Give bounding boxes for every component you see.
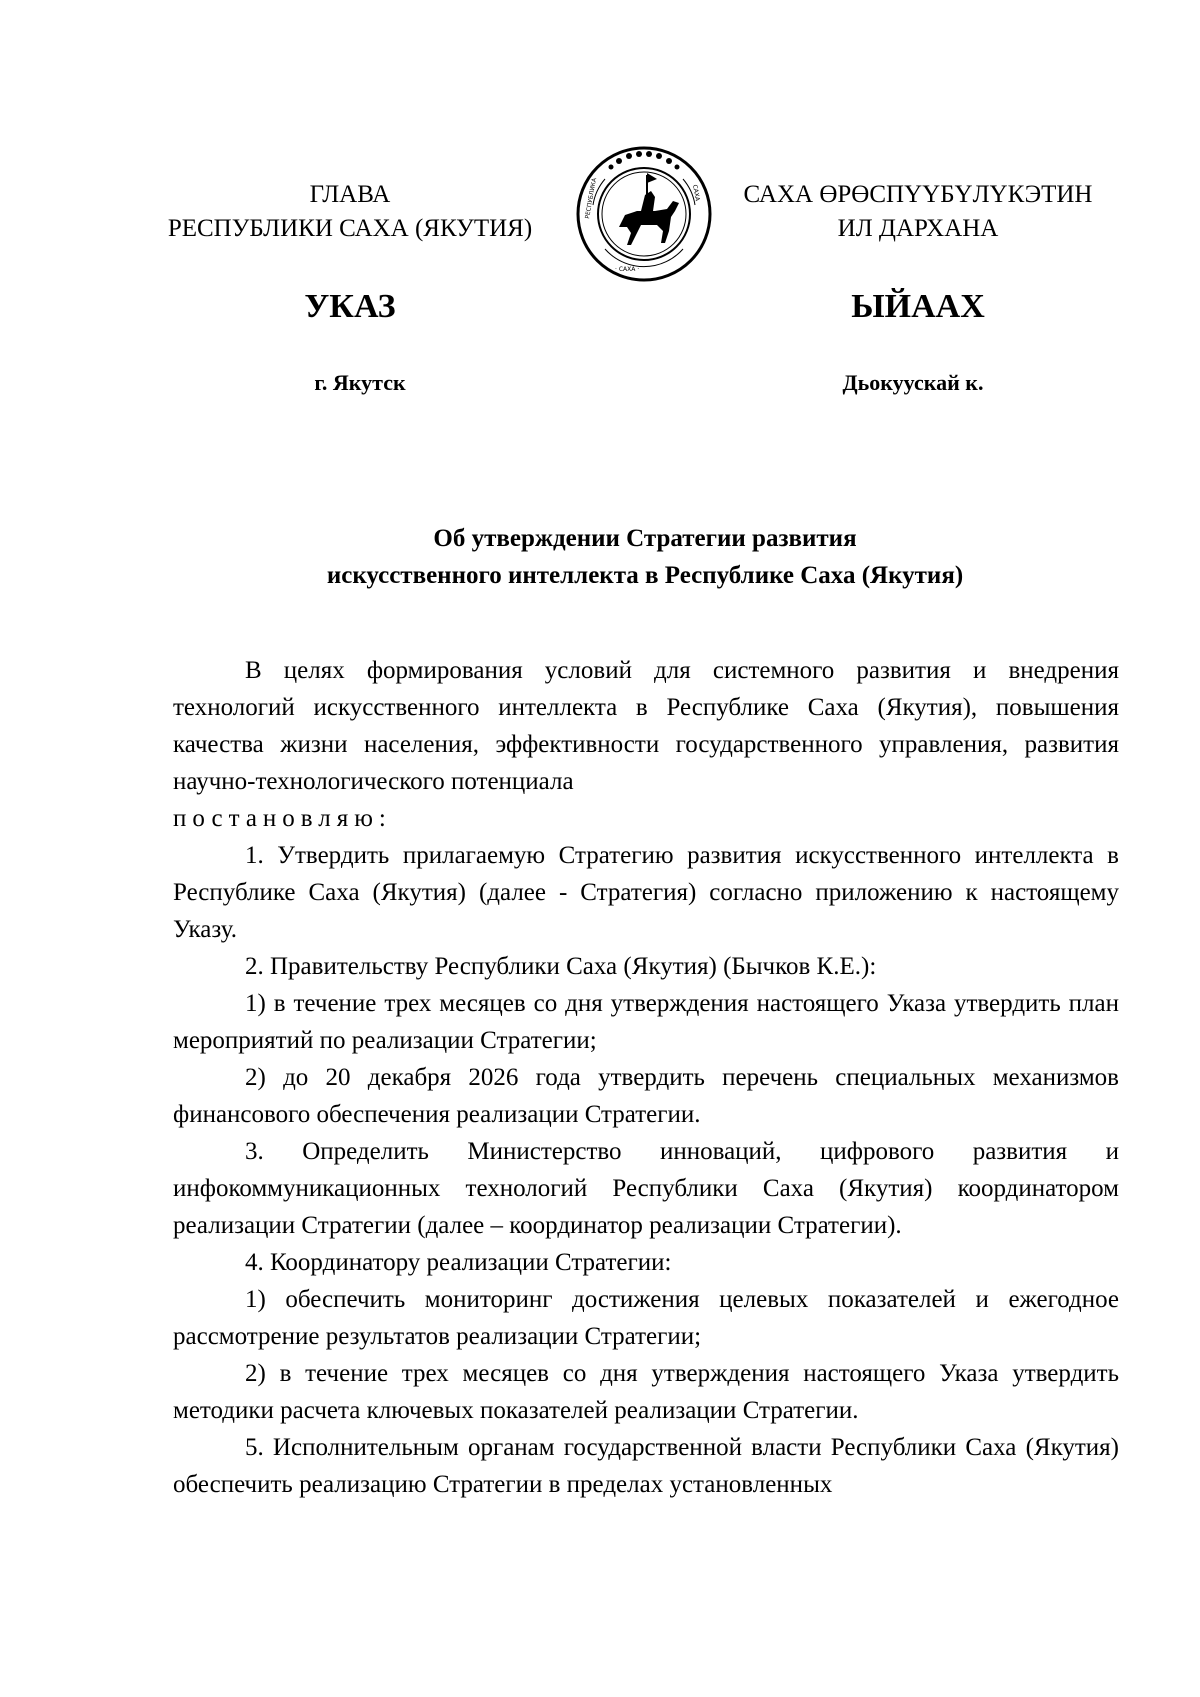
paragraph-1: 1. Утвердить прилагаемую Стратегию развития искусственного интеллекта в Республике Саха (Якутия) (далее - Стратегия) согласно приложению к настоящему Указу.: [173, 842, 1119, 943]
paragraph-3: 3. Определить Министерство инноваций, цифрового развития и инфокоммуникационных технологий Республики Саха (Якутия) координатором реализации Стратегии (далее – координатор реализации Стратегии).: [173, 1138, 1119, 1239]
doc-type-sakha: ЫЙААХ: [851, 288, 985, 325]
paragraph-4-2: 2) в течение трех месяцев со дня утверждения настоящего Указа утвердить методики расчета ключевых показателей реализации Стратегии.: [173, 1360, 1119, 1424]
header-right: [718, 178, 1118, 246]
postanovlyayu-text: постановляю:: [173, 805, 392, 832]
header-right-line2: ИЛ ДАРХАНА: [837, 215, 999, 242]
paragraph-4-1: 1) обеспечить мониторинг достижения целевых показателей и ежегодное рассмотрение результатов реализации Стратегии;: [173, 1286, 1119, 1350]
svg-text:САХА: САХА: [691, 184, 701, 202]
paragraph-5: 5. Исполнительным органам государственной власти Республики Саха (Якутия) обеспечить реализацию Стратегии в пределах установленных: [173, 1434, 1119, 1498]
coat-of-arms-emblem: [575, 145, 713, 283]
title-line2: искусственного интеллекта в Республике Саха (Якутия): [326, 562, 964, 589]
document-title: [170, 520, 1120, 594]
paragraph-2-2: 2) до 20 декабря 2026 года утвердить перечень специальных механизмов финансового обеспечения реализации Стратегии.: [173, 1064, 1119, 1128]
svg-text:РЕСПУБЛИКА: РЕСПУБЛИКА: [584, 177, 599, 220]
paragraph-4: 4. Координатору реализации Стратегии:: [245, 1249, 672, 1276]
header-left-line1: ГЛАВА: [309, 181, 391, 208]
document-body: [173, 652, 1119, 1503]
title-line1: Об утверждении Стратегии развития: [433, 525, 857, 552]
postanovlyayu-line: [173, 800, 1119, 837]
city-sakha: Дьокуускай к.: [842, 370, 984, 395]
header-right-line1: САХА ӨРӨСПҮҮБҮЛҮКЭТИН: [743, 181, 1093, 208]
preamble-text: В целях формирования условий для системного развития и внедрения технологий искусственного интеллекта в Республике Саха (Якутия), повышения качества жизни населения, эффективности государственного управления, развития научно-технологического потенциала: [173, 657, 1119, 795]
paragraph-2: 2. Правительству Республики Саха (Якутия) (Бычков К.Е.):: [245, 953, 877, 980]
preamble-paragraph: [173, 652, 1119, 800]
doc-type-russian: УКАЗ: [304, 288, 396, 325]
svg-text:· САХА ·: · САХА ·: [615, 266, 640, 273]
header-left-line2: РЕСПУБЛИКИ САХА (ЯКУТИЯ): [167, 215, 533, 242]
city-russian: г. Якутск: [314, 370, 406, 395]
header-left: [150, 178, 550, 246]
paragraph-2-1: 1) в течение трех месяцев со дня утверждения настоящего Указа утвердить план мероприятий по реализации Стратегии;: [173, 990, 1119, 1054]
